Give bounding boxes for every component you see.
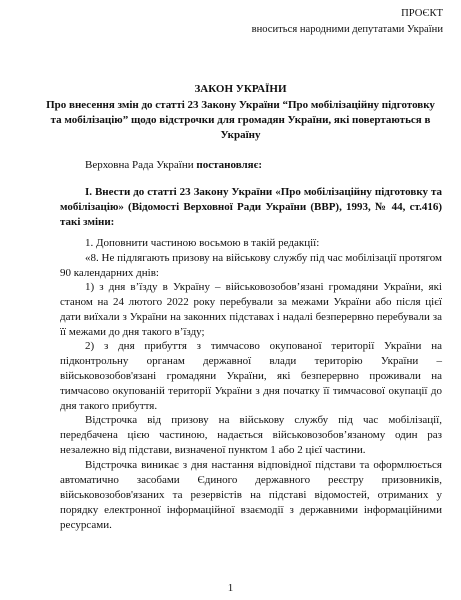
law-subtitle: Про внесення змін до статті 23 Закону України “Про мобілізаційну підготовку та мобілізацію” щодо відстрочки для громадян України, які повертаються в Україну [46,99,435,141]
deferral-paragraph: Відстрочка від призову на військову службу під час мобілізації, передбачена цією частиною, надається військовозобов’язаному один раз незалежно від підстави, визначеної пунктом 1 або 2 цієї частини. [60,414,442,456]
decree-verb: постановляє: [196,159,263,171]
draft-status-label: ПРОЄКТ [401,8,443,19]
section-1-heading: І. Внести до статті 23 Закону України «Про мобілізаційну підготовку та мобілізацію» (Відомості Верховної Ради України (ВВР), 1993, № 44, ст.416) такі зміни: [60,186,442,228]
part-8-intro: «8. Не підлягають призову на військову службу під час мобілізації протягом 90 календарних днів: [60,252,442,279]
subpoint-1: 1) з дня в’їзду в Україну – військовозобов’язані громадяни України, які станом на 24 лютого 2022 року перебували за межами України або після цієї дати виїхали з України на законних підставах і надалі безперервно перебували за її межами до дня такого в’їзду; [60,281,442,338]
law-title: ЗАКОН УКРАЇНИ [194,83,287,95]
page-number: 1 [227,582,234,594]
decree-line [60,158,442,173]
document-header [252,6,443,38]
document-title-block [40,82,441,143]
submitted-by-label: вноситься народними депутатами України [251,24,443,35]
decree-lead: Верховна Рада України [85,159,194,171]
item-1: 1. Доповнити частиною восьмою в такій редакції: [85,237,320,249]
subpoint-2: 2) з дня прибуття з тимчасово окупованої території України на підконтрольну органам державної влади територію України – військовозобов'язані громадяни України, які безперервно проживали на тимчасово окупованій території України з дня початку її тимчасової окупації до дня такого прибуття. [60,340,442,412]
registry-paragraph: Відстрочка виникає з дня настання відповідної підстави та оформлюється автоматично засобами Єдиного державного реєстру призовників, військовозобов'язаних та резервістів на підставі відомостей, отриманих у порядку електронної інформаційної взаємодії з державними інформаційними ресурсами. [60,459,442,531]
